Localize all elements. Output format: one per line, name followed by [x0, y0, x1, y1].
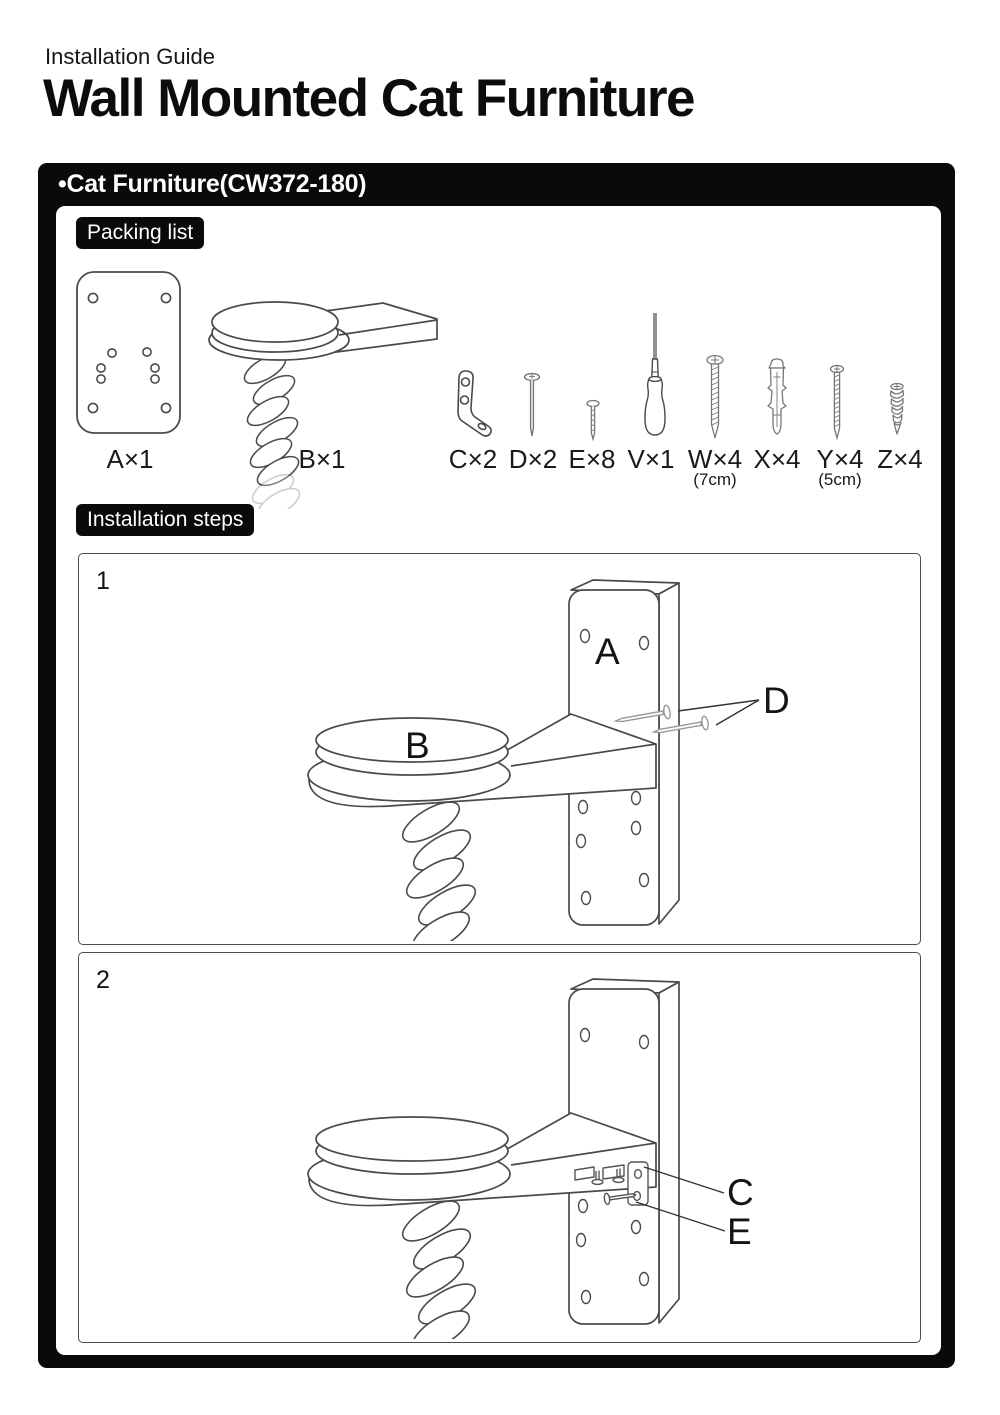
step-2-number: 2 [96, 966, 110, 994]
part-w-screw-drawing [704, 354, 726, 440]
step-2-panel [78, 952, 921, 1343]
part-label-w: W×4 [687, 444, 743, 474]
part-label-y: Y×4 [816, 444, 864, 474]
part-label-v: V×1 [627, 444, 675, 474]
part-label-c: C×2 [448, 444, 498, 474]
step-1-diagram [79, 554, 917, 941]
page-title: Wall Mounted Cat Furniture [43, 69, 694, 128]
part-b-shelf-drawing [203, 293, 443, 509]
part-v-screwdriver-drawing [643, 311, 667, 439]
step-2-diagram [79, 953, 917, 1339]
part-a-wall-plate-drawing [73, 270, 183, 436]
part-label-z: Z×4 [877, 444, 923, 474]
part-y-screw-drawing [829, 364, 845, 440]
installation-steps-heading: Installation steps [76, 504, 254, 536]
part-e-screw-drawing [586, 399, 600, 441]
part-x-anchor-drawing [766, 357, 788, 437]
part-label-b: B×1 [298, 444, 346, 474]
part-label-e: E×8 [568, 444, 616, 474]
step-1-number: 1 [96, 567, 110, 595]
step-1-leader-lines [678, 700, 759, 725]
part-label-x: X×4 [753, 444, 801, 474]
part-d-nail-drawing [523, 372, 541, 438]
part-label-d: D×2 [508, 444, 558, 474]
product-banner: •Cat Furniture(CW372-180) [58, 170, 367, 198]
product-frame [38, 163, 955, 1368]
document-kicker: Installation Guide [45, 44, 215, 69]
step-1-panel [78, 553, 921, 945]
scratch-post-rope [240, 349, 304, 509]
part-label-a: A×1 [106, 444, 154, 474]
content-panel [56, 206, 941, 1355]
callout-c: C [727, 1172, 754, 1213]
part-c-bracket-drawing [453, 368, 495, 440]
callout-d: D [763, 680, 790, 721]
part-note-y: (5cm) [818, 470, 862, 489]
callout-a: A [595, 631, 620, 672]
part-note-w: (7cm) [693, 470, 737, 489]
packing-list-heading: Packing list [76, 217, 204, 249]
part-z-screw-drawing [886, 382, 908, 438]
callout-b: B [405, 725, 430, 766]
callout-e: E [727, 1211, 752, 1252]
